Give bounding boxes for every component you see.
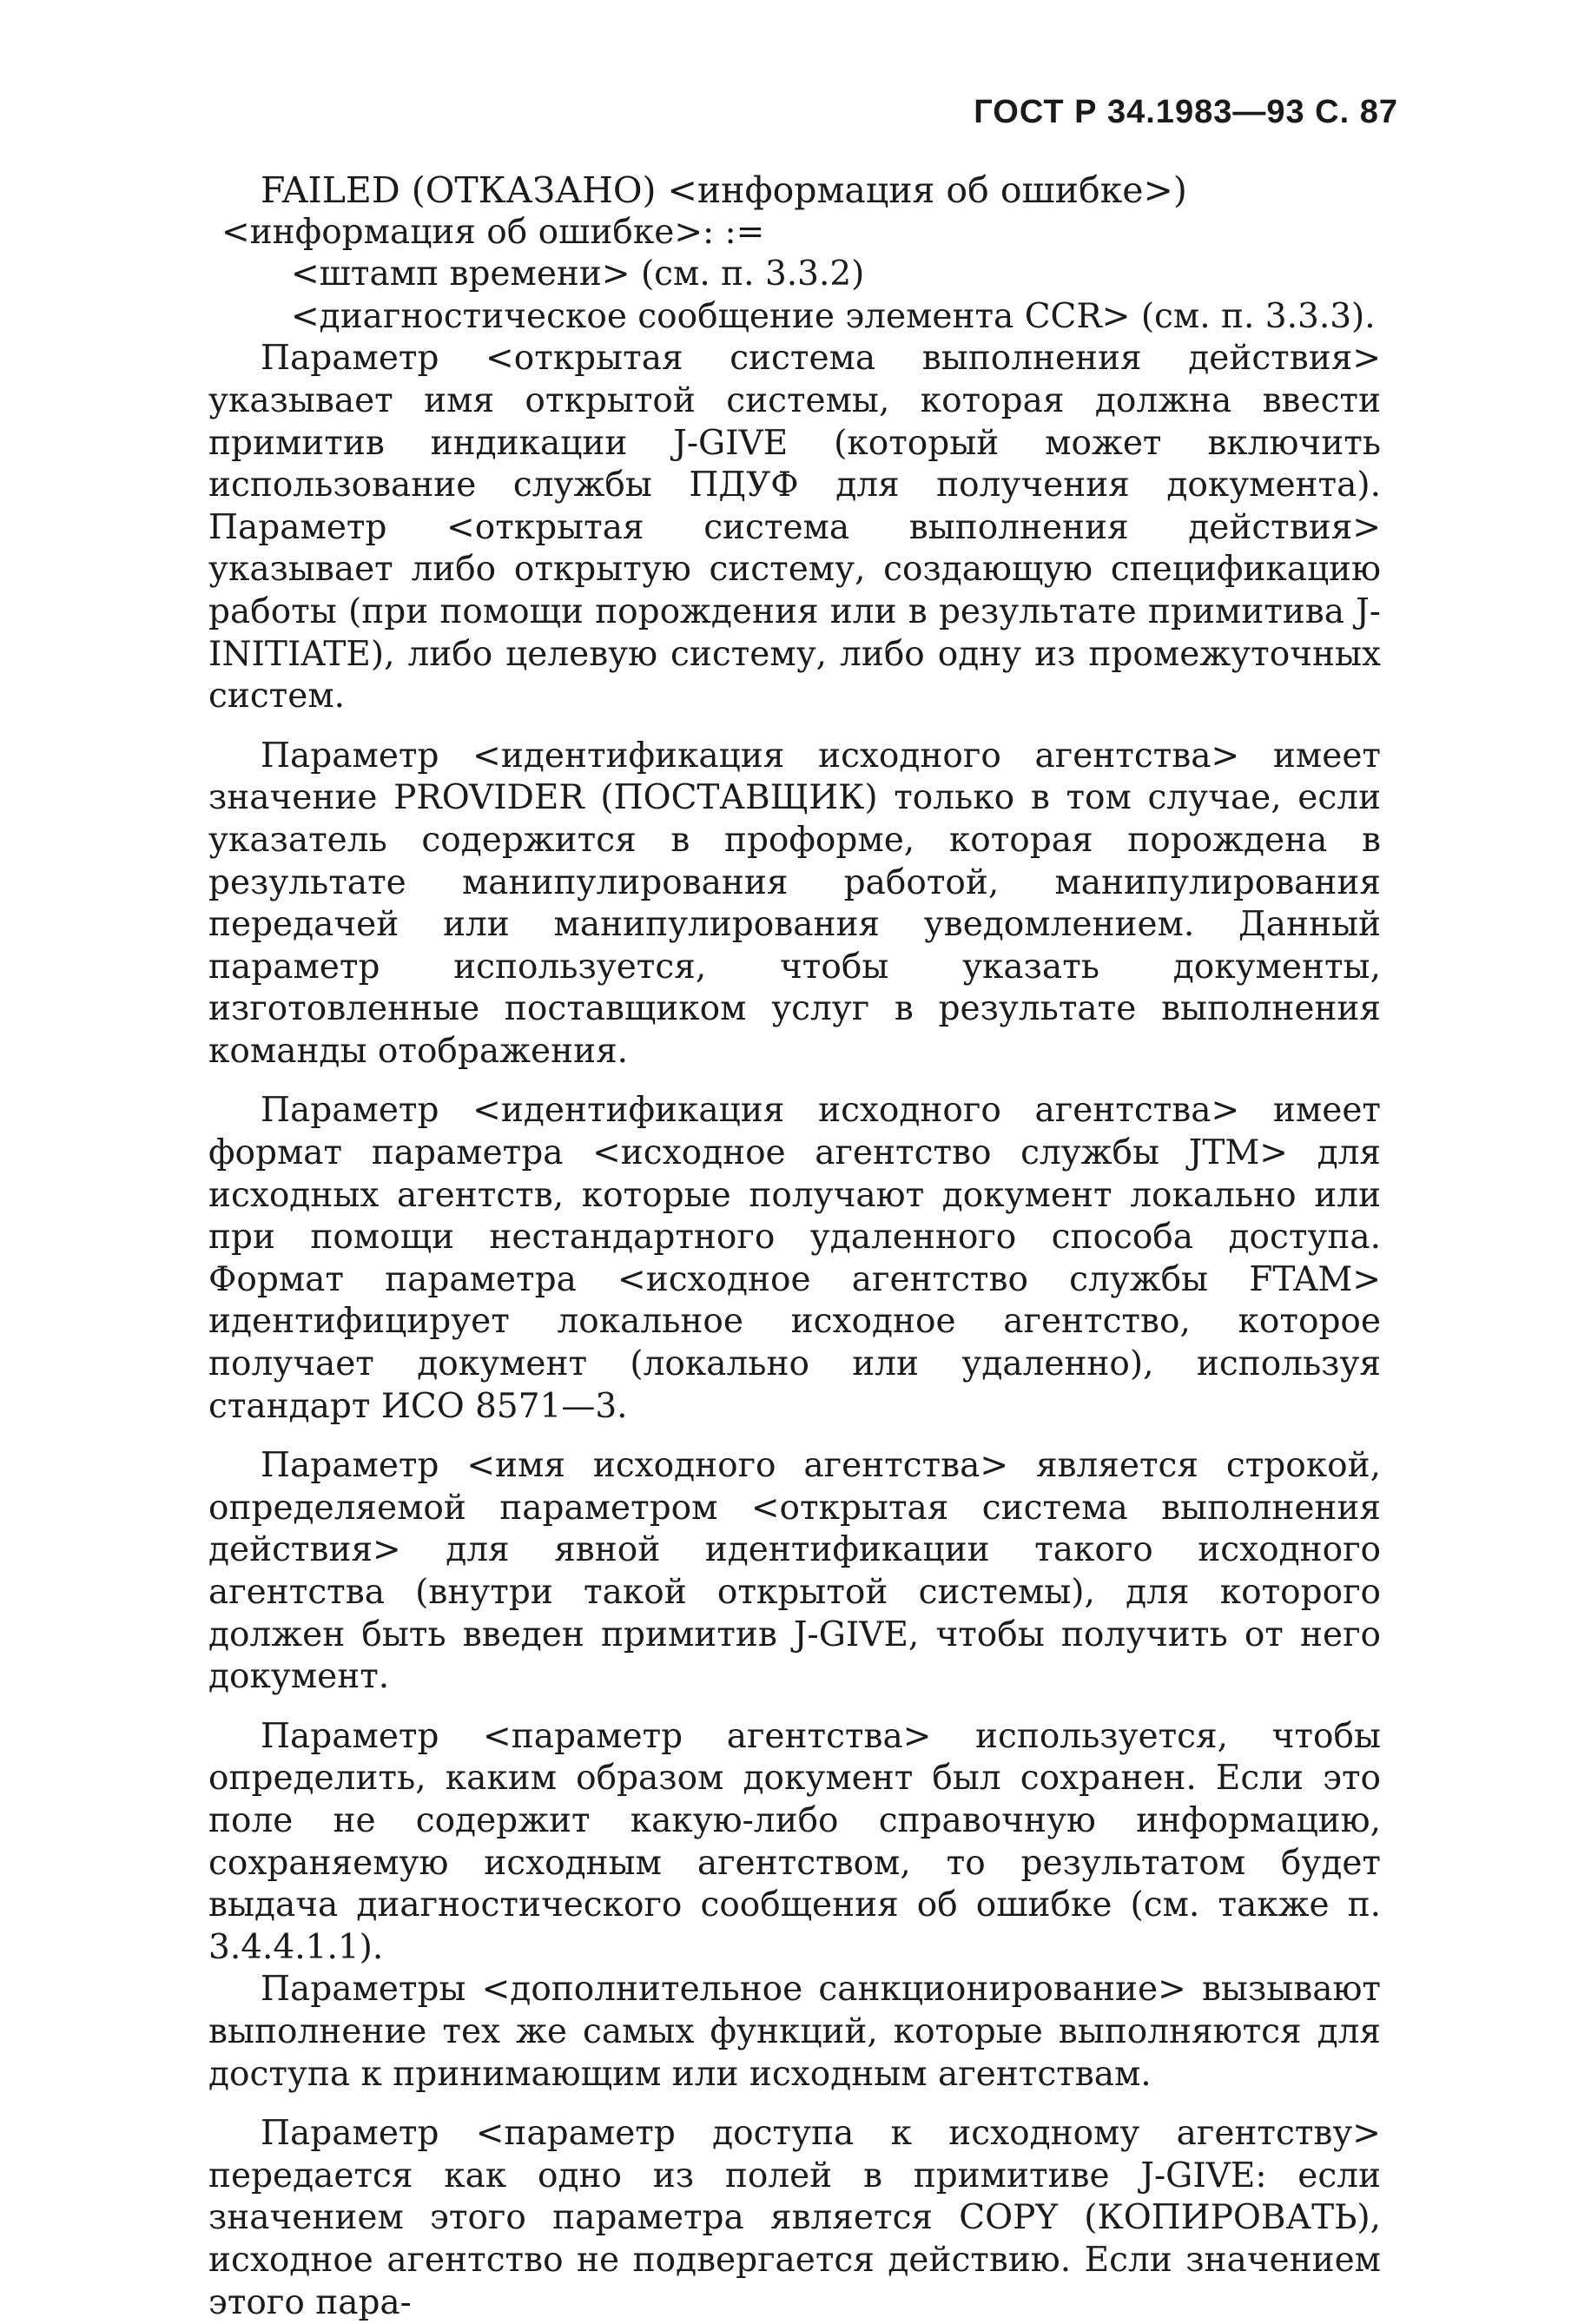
paragraph-agency-parameter: Параметр <параметр агентства> используется, чтобы определить, каким образом документ был сохранен. Если это поле не содержит какую-либо справочную информацию, сохраняемую исходным агентством, то результатом будет выдача диагностического сообщения об ошибке (см. также п. 3.4.4.1.1). bbox=[208, 1716, 1381, 1967]
formula-line-2: <информация об ошибке>: := bbox=[221, 212, 765, 252]
paragraph-source-agency-format: Параметр <идентификация исходного агентства> имеет формат параметра <исходное агентство службы JTM> для исходных агентств, которые получают документ локально или при помощи нестандартного удаленного способа доступа. Формат параметра <исходное агентство службы FTAM> идентифицирует локальное исходное агентство, которое получает документ (локально или удаленно), используя стандарт ИСО 8571—3. bbox=[208, 1091, 1381, 1426]
formula-line-3: <штамп времени> (см. п. 3.3.2) bbox=[291, 254, 865, 294]
formula-line-4: <диагностическое сообщение элемента CCR> (см. п. 3.3.3). bbox=[291, 296, 1376, 336]
paragraph-source-agency-name: Параметр <имя исходного агентства> является строкой, определяемой параметром <открытая система выполнения действия> для явной идентификации такого исходного агентства (внутри такой открытой системы), для которого должен быть введен примитив J-GIVE, чтобы получить от него документ. bbox=[208, 1446, 1381, 1697]
running-header: ГОСТ Р 34.1983—93 С. 87 bbox=[974, 94, 1398, 130]
page-body bbox=[208, 169, 1381, 2324]
paragraph-action-system: Параметр <открытая система выполнения действия> указывает имя открытой системы, которая должна ввести примитив индикации J-GIVE (который может включить использование службы ПДУФ для получения документа). Параметр <открытая система выполнения действия> указывает либо открытую систему, создающую спецификацию работы (при помощи порождения или в результате примитива J-INITIATE), либо целевую систему, либо одну из промежуточных систем. bbox=[208, 339, 1381, 716]
paragraph-additional-authorization: Параметры <дополнительное санкционирование> вызывают выполнение тех же самых функций, которые выполняются для доступа к принимающим или исходным агентствам. bbox=[208, 1970, 1381, 2094]
formula-line-1: FAILED (ОТКАЗАНО) <информация об ошибке>) bbox=[261, 169, 1187, 211]
paragraph-access-parameter: Параметр <параметр доступа к исходному агентству> передается как одно из полей в примитиве J-GIVE: если значением этого параметра является COPY (КОПИРОВАТЬ), исходное агентство не подвергается действию. Если значением этого пара- bbox=[208, 2114, 1381, 2322]
paragraph-source-agency-id: Параметр <идентификация исходного агентства> имеет значение PROVIDER (ПОСТАВЩИК) только в том случае, если указатель содержится в проформе, которая порождена в результате манипулирования работой, манипулирования передачей или манипулирования уведомлением. Данный параметр используется, чтобы указать документы, изготовленные поставщиком услуг в результате выполнения команды отображения. bbox=[208, 736, 1381, 1071]
